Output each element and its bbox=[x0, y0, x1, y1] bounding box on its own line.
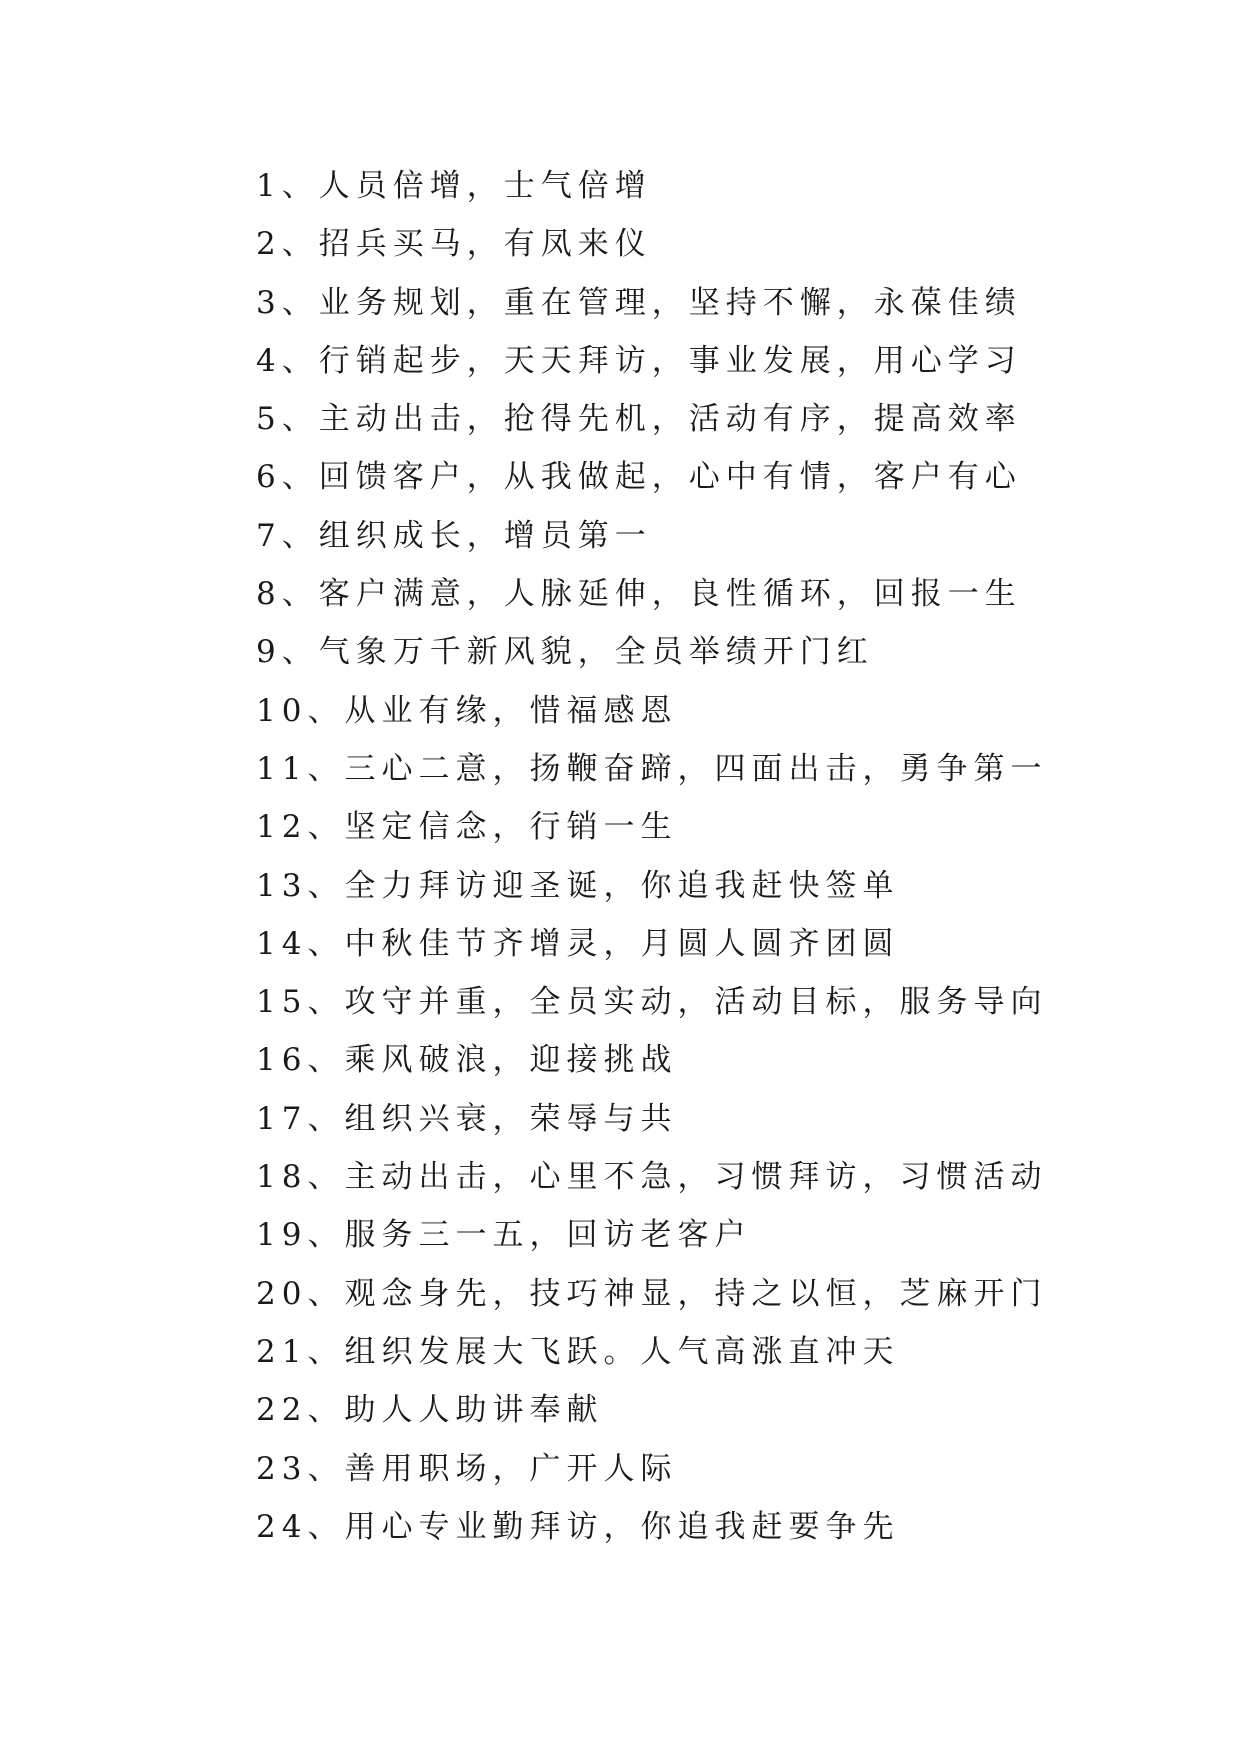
list-item: 12、坚定信念，行销一生 bbox=[256, 809, 678, 846]
list-item: 1、人员倍增，士气倍增 bbox=[256, 168, 652, 204]
list-item: 16、乘风破浪，迎接挑战 bbox=[256, 1042, 678, 1079]
list-item: 19、服务三一五，回访老客户 bbox=[256, 1217, 752, 1254]
list-item: 2、招兵买马，有凤来仪 bbox=[256, 226, 652, 263]
list-item: 11、三心二意，扬鞭奋蹄，四面出击，勇争第一 bbox=[256, 750, 1048, 787]
list-item: 10、从业有缘，惜福感恩 bbox=[256, 692, 678, 729]
list-item: 17、组织兴衰，荣辱与共 bbox=[256, 1100, 678, 1137]
list-item: 18、主动出击，心里不急，习惯拜访，习惯活动 bbox=[256, 1159, 1048, 1196]
list-item: 9、气象万千新风貌，全员举绩开门红 bbox=[256, 634, 874, 671]
list-item: 4、行销起步，天天拜访，事业发展，用心学习 bbox=[256, 342, 1022, 379]
list-item: 5、主动出击，抢得先机，活动有序，提高效率 bbox=[256, 401, 1022, 438]
list-item: 6、回馈客户，从我做起，心中有情，客户有心 bbox=[256, 459, 1022, 496]
list-item: 20、观念身先，技巧神显，持之以恒，芝麻开门 bbox=[256, 1275, 1048, 1312]
list-item: 21、组织发展大飞跃。人气高涨直冲天 bbox=[256, 1333, 900, 1370]
list-item: 13、全力拜访迎圣诞，你追我赶快签单 bbox=[256, 867, 900, 904]
list-item: 22、助人人助讲奉献 bbox=[256, 1392, 604, 1429]
list-item: 15、攻守并重，全员实动，活动目标，服务导向 bbox=[256, 984, 1048, 1021]
list-item: 7、组织成长，增员第一 bbox=[256, 517, 652, 554]
slogan-list bbox=[256, 157, 1047, 1556]
list-item: 14、中秋佳节齐增灵，月圆人圆齐团圆 bbox=[256, 925, 900, 962]
list-item: 24、用心专业勤拜访，你追我赶要争先 bbox=[256, 1508, 900, 1545]
list-item: 3、业务规划，重在管理，坚持不懈，永葆佳绩 bbox=[256, 284, 1022, 321]
list-item: 8、客户满意，人脉延伸，良性循环，回报一生 bbox=[256, 576, 1022, 613]
list-item: 23、善用职场，广开人际 bbox=[256, 1450, 678, 1487]
